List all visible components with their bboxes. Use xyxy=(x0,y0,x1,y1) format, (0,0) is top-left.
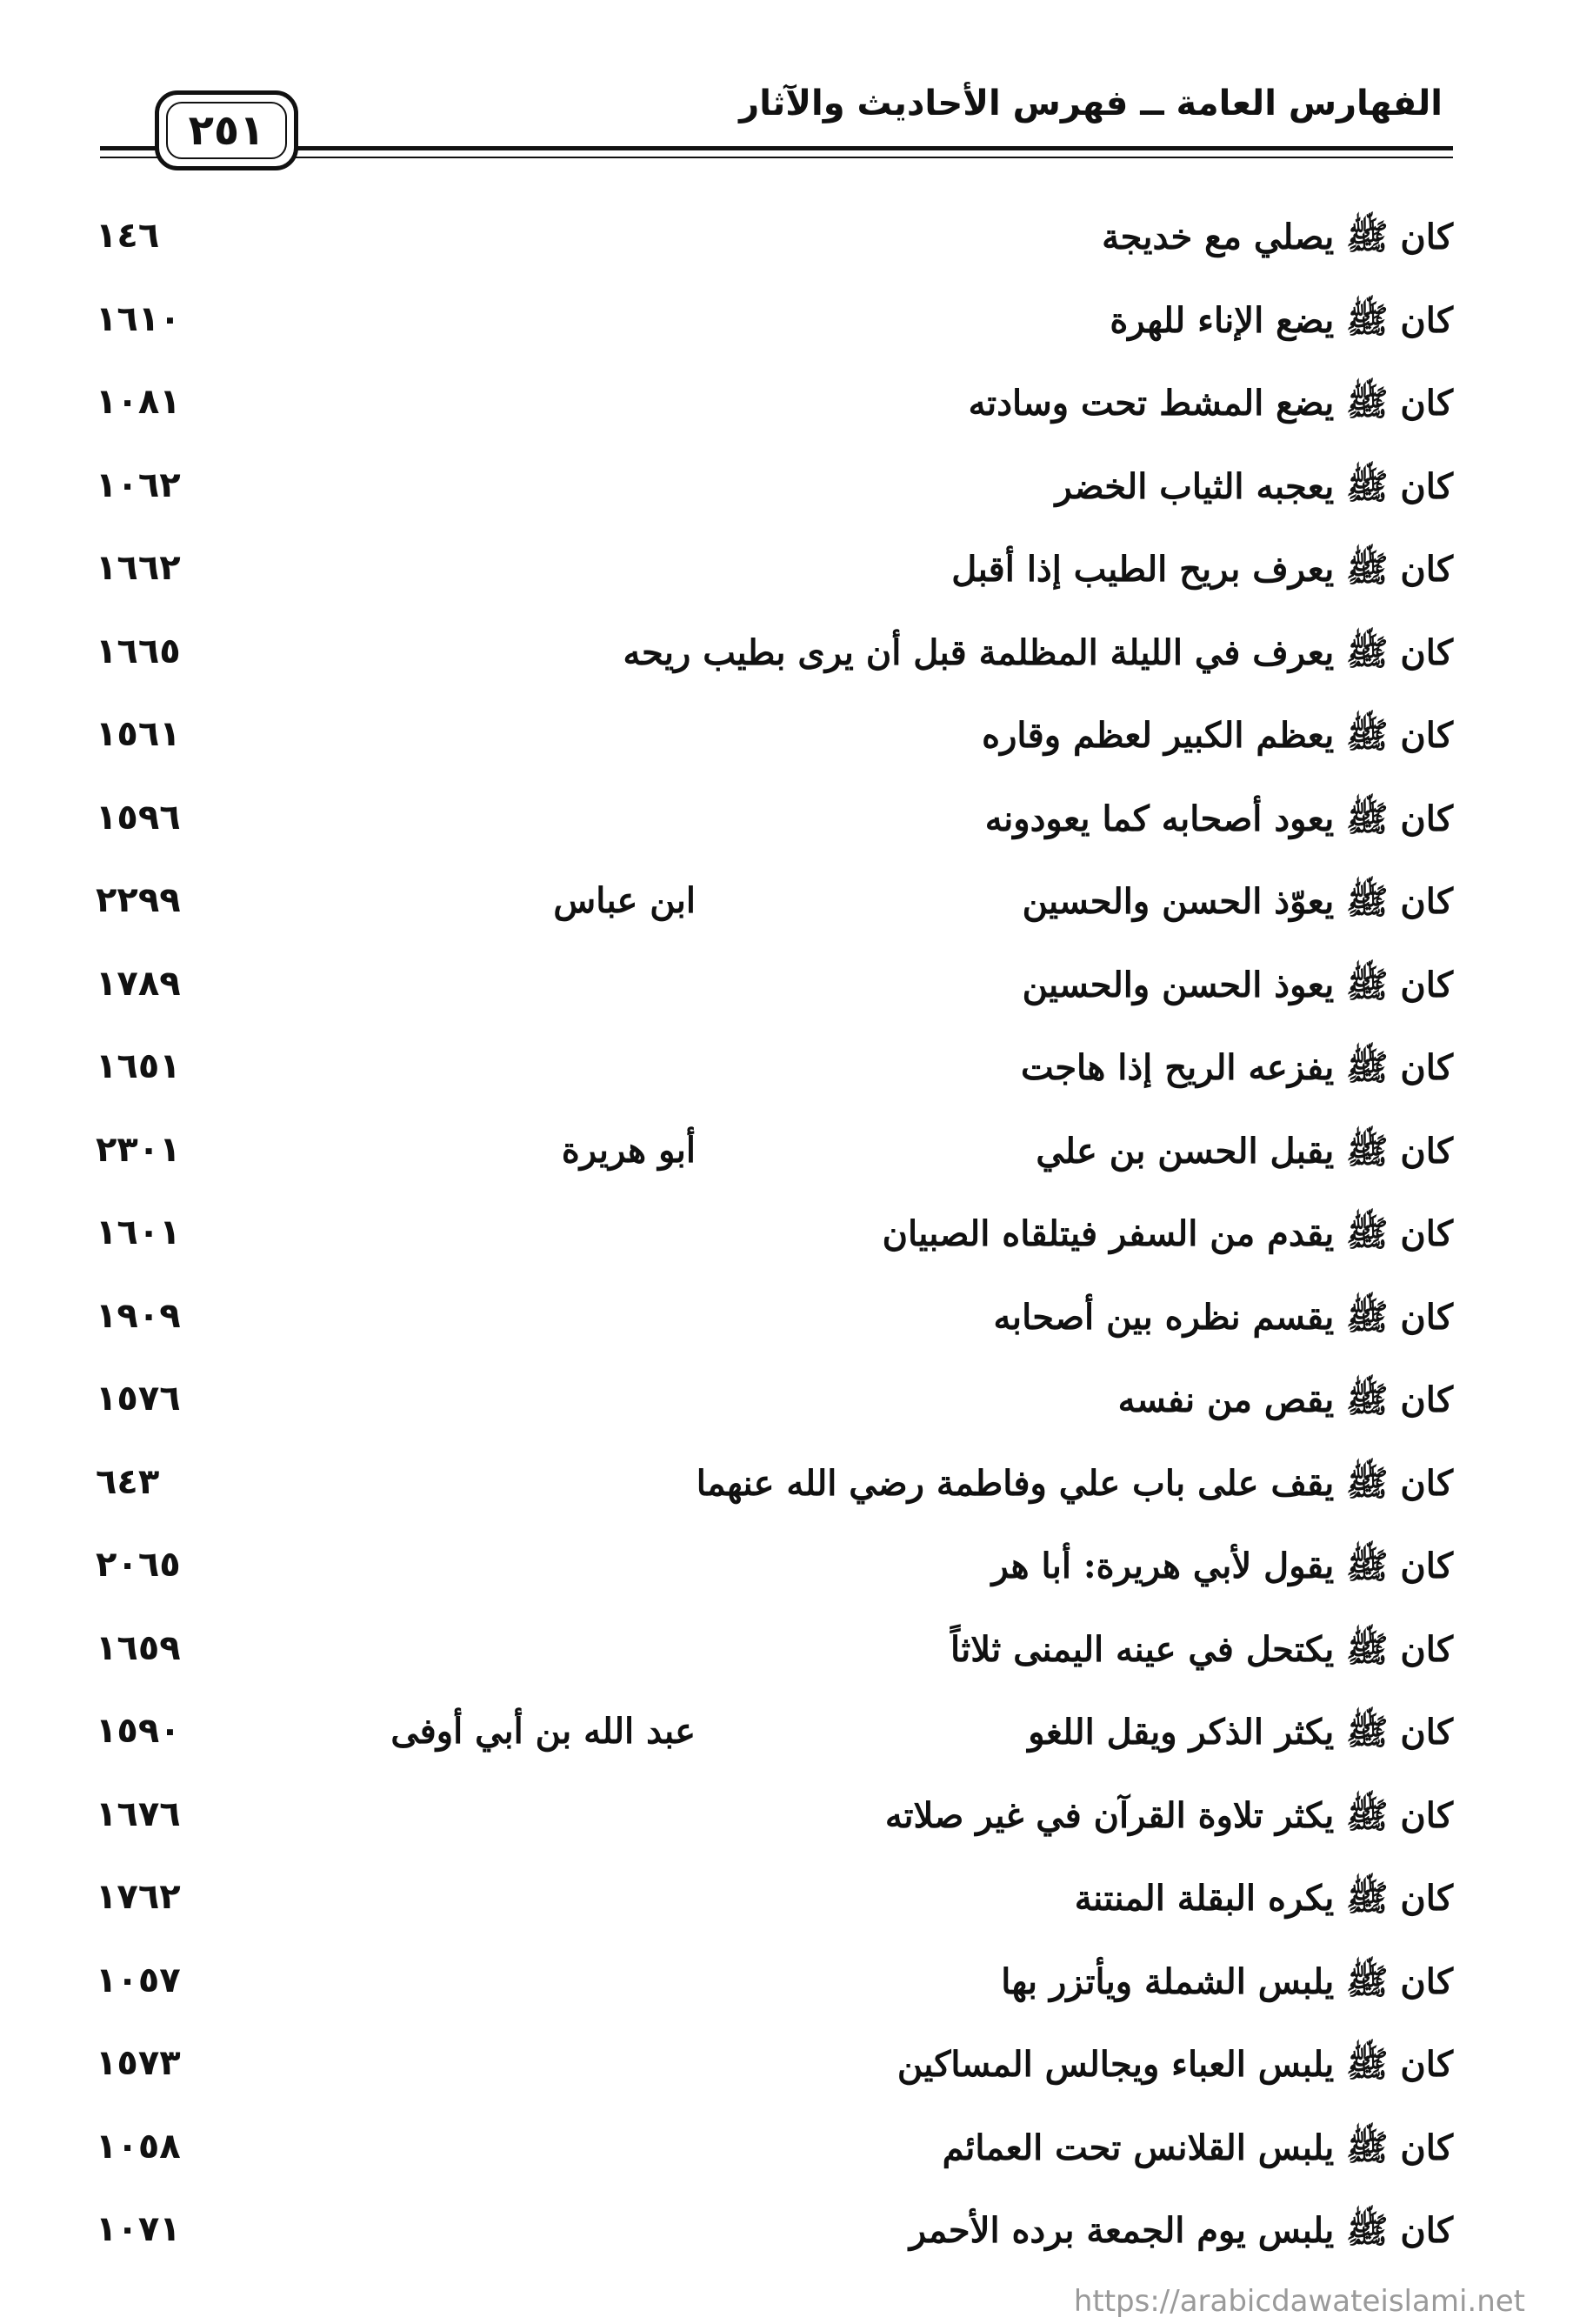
hadith-text: كان ﷺ يقبل الحسن بن علي xyxy=(1036,1130,1453,1172)
index-entry xyxy=(0,200,1573,284)
hadith-text: كان ﷺ يفزعه الريح إذا هاجت xyxy=(1021,1047,1453,1088)
hadith-text: كان ﷺ يكثر تلاوة القرآن في غير صلاته xyxy=(884,1794,1453,1836)
index-entry xyxy=(0,1446,1573,1530)
hadith-text: كان ﷺ يقص من نفسه xyxy=(1117,1379,1453,1420)
hadith-number: ٢٢٩٩ xyxy=(96,880,181,920)
index-entry xyxy=(0,1363,1573,1446)
hadith-text: كان ﷺ يعود أصحابه كما يعودونه xyxy=(984,798,1453,839)
index-entry xyxy=(0,1031,1573,1114)
index-entry xyxy=(0,284,1573,367)
hadith-text: كان ﷺ يكره البقلة المنتنة xyxy=(1074,1878,1453,1919)
index-entry xyxy=(0,782,1573,865)
hadith-number: ١٠٥٨ xyxy=(96,2126,181,2167)
hadith-text: كان ﷺ يعظم الكبير لعظم وقاره xyxy=(982,715,1453,756)
hadith-number: ١٦٧٦ xyxy=(96,1793,181,1834)
page-number-frame xyxy=(155,90,298,170)
index-entry xyxy=(0,1695,1573,1779)
header-rule-thin xyxy=(100,157,1453,158)
hadith-number: ١٦١٠ xyxy=(96,298,181,339)
hadith-number: ١٠٨١ xyxy=(96,382,181,422)
hadith-number: ١٥٩٠ xyxy=(96,1711,181,1751)
hadith-number: ١٥٦١ xyxy=(96,714,181,754)
watermark-url: https://arabicdawateislami.net xyxy=(1073,2284,1525,2319)
index-entry xyxy=(0,948,1573,1032)
index-entry xyxy=(0,2194,1573,2277)
hadith-number: ١٥٧٣ xyxy=(96,2043,181,2083)
hadith-text: كان ﷺ يلبس العباء ويجالس المساكين xyxy=(896,2044,1453,2085)
hadith-number: ٦٤٣ xyxy=(96,1461,160,1502)
page-number: ٢٥١ xyxy=(166,102,287,159)
hadith-text: كان ﷺ يضع المشط تحت وسادته xyxy=(968,383,1453,424)
hadith-text: كان ﷺ يلبس الشملة ويأتزر بها xyxy=(1001,1960,1453,2002)
running-title: الفهارس العامة ــ فهرس الأحاديث والآثار xyxy=(739,83,1443,124)
hadith-number: ٢٣٠١ xyxy=(96,1129,181,1170)
hadith-number: ١٦٦٥ xyxy=(96,631,181,671)
hadith-text: كان ﷺ يلبس يوم الجمعة برده الأحمر xyxy=(909,2210,1453,2251)
hadith-text: كان ﷺ يقف على باب علي وفاطمة رضي الله عنهما xyxy=(696,1462,1453,1504)
hadith-number: ١٦٦٢ xyxy=(96,548,181,588)
hadith-text: كان ﷺ يعوّذ الحسن والحسين xyxy=(1022,881,1453,922)
index-entry xyxy=(0,698,1573,782)
hadith-number: ١٥٩٦ xyxy=(96,797,181,838)
index-entry xyxy=(0,2111,1573,2194)
hadith-text: كان ﷺ يكتحل في عينه اليمنى ثلاثاً xyxy=(950,1628,1453,1670)
narrator-name: أبو هريرة xyxy=(561,1129,696,1171)
hadith-number: ١٧٦٢ xyxy=(96,1877,181,1917)
index-entry xyxy=(0,1613,1573,1696)
index-entry xyxy=(0,2027,1573,2111)
hadith-number: ١٠٧١ xyxy=(96,2209,181,2249)
hadith-text: كان ﷺ يلبس القلانس تحت العمائم xyxy=(942,2127,1453,2168)
index-entry xyxy=(0,616,1573,699)
hadith-text: كان ﷺ يعرف في الليلة المظلمة قبل أن يرى بطيب ريحه xyxy=(623,631,1453,673)
header-rule-thick xyxy=(100,146,1453,150)
index-entry xyxy=(0,865,1573,948)
index-entry xyxy=(0,1197,1573,1280)
index-entry xyxy=(0,366,1573,450)
hadith-number: ١٦٠١ xyxy=(96,1212,181,1252)
index-entry xyxy=(0,1114,1573,1198)
index-entry xyxy=(0,1945,1573,2028)
hadith-text: كان ﷺ يقسم نظره بين أصحابه xyxy=(993,1296,1453,1338)
hadith-number: ١٠٦٢ xyxy=(96,464,181,505)
index-entry xyxy=(0,1779,1573,1862)
index-entry xyxy=(0,1529,1573,1613)
hadith-index-list xyxy=(0,200,1573,2277)
narrator-name: عبد الله بن أبي أوفى xyxy=(390,1711,696,1752)
hadith-number: ١٦٥٩ xyxy=(96,1627,181,1668)
hadith-number: ١٠٥٧ xyxy=(96,1960,181,2000)
hadith-text: كان ﷺ يقول لأبي هريرة: أبا هر xyxy=(991,1546,1453,1586)
index-entry xyxy=(0,532,1573,616)
index-entry xyxy=(0,1861,1573,1945)
narrator-name: ابن عباس xyxy=(553,880,696,921)
hadith-number: ١٧٨٩ xyxy=(96,963,181,1004)
hadith-number: ١٦٥١ xyxy=(96,1046,181,1086)
hadith-text: كان ﷺ يضع الإناء للهرة xyxy=(1110,299,1453,341)
hadith-text: كان ﷺ يصلي مع خديجة xyxy=(1102,217,1453,257)
hadith-text: كان ﷺ يكثر الذكر ويقل اللغو xyxy=(1028,1712,1453,1753)
hadith-text: كان ﷺ يعرف بريح الطيب إذا أقبل xyxy=(951,549,1453,590)
hadith-number: ١٥٧٦ xyxy=(96,1379,181,1419)
hadith-text: كان ﷺ يعجبه الثياب الخضر xyxy=(1055,465,1453,507)
hadith-number: ١٤٦ xyxy=(96,216,160,256)
hadith-number: ١٩٠٩ xyxy=(96,1295,181,1336)
hadith-text: كان ﷺ يعوذ الحسن والحسين xyxy=(1022,964,1453,1005)
hadith-number: ٢٠٦٥ xyxy=(96,1545,181,1585)
page-header xyxy=(0,0,1573,174)
hadith-text: كان ﷺ يقدم من السفر فيتلقاه الصبيان xyxy=(882,1213,1453,1254)
index-entry xyxy=(0,450,1573,533)
index-entry xyxy=(0,1280,1573,1364)
